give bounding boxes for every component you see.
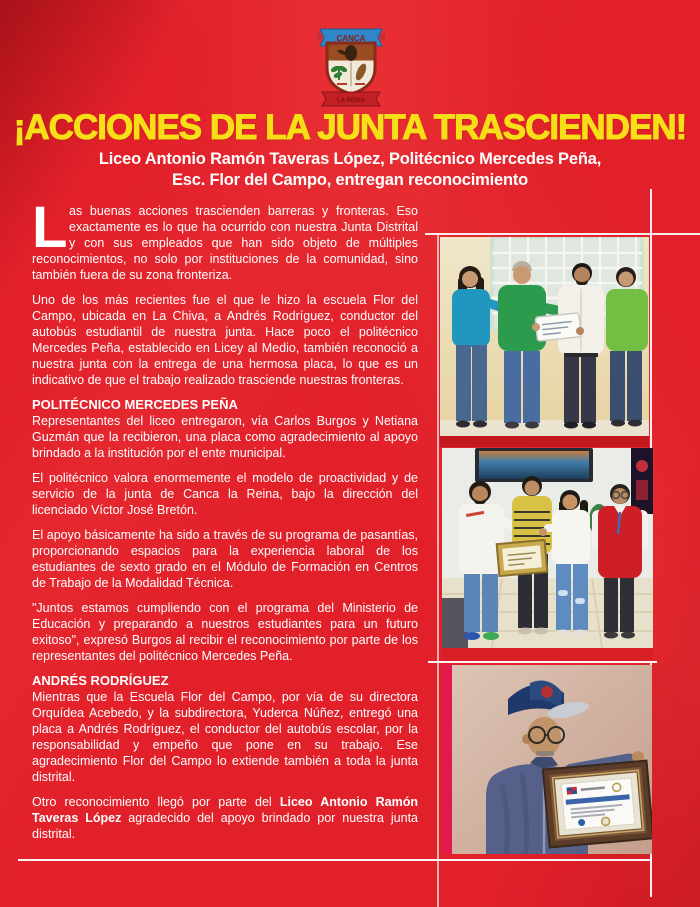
framed-certificate [543, 761, 652, 848]
paragraph-8-post: agradecido del apoyo brindado por nuestra junta distrital. [32, 811, 418, 841]
paragraph-8-bold: Liceo Antonio Ramón Taveras López [32, 795, 419, 825]
crest-top-ribbon-label: CANCA [336, 34, 366, 43]
horizontal-rule-top [425, 233, 700, 235]
paragraph-5: El apoyo básicamente ha sido a través de su programa de pasantías, proporcionando espacios para la experiencia laboral de los estudiantes de sexto grado en el Módulo de Formación en Centros de Trabajo de la Modalidad Técnica. [32, 528, 418, 590]
paragraph-1 [32, 195, 418, 283]
horizontal-rule-bottom [18, 859, 652, 861]
paragraph-4: El politécnico valora enormemente el modelo de proactividad y de servicio de la junta de Canca la Reina, bajo la dirección del licenciado Víctor José Bretón. [32, 471, 418, 517]
photo-plaque-window [440, 237, 649, 436]
section-heading-politecnico: POLITÉCNICO MERCEDES PEÑA [32, 397, 238, 412]
paragraph-3: Representantes del liceo entregaron, vía Carlos Burgos y Netiana Guzmán que la recibieron, una placa como agradecimiento al apoyo brindado a la institución por el ente municipal. [32, 414, 418, 460]
recognition-plaque [535, 313, 581, 341]
photo3-crimson-bar [443, 665, 452, 854]
photo-man-framed-certificate [443, 665, 652, 854]
article-body [32, 195, 419, 851]
municipal-crest [313, 22, 389, 110]
section-heading-andres: ANDRÉS RODRÍGUEZ [32, 673, 169, 688]
woman-lime-polo [606, 267, 648, 427]
wall-poster [631, 448, 653, 514]
subtitle-line-2: Esc. Flor del Campo, entregan reconocimiento [171, 171, 529, 189]
photo-certificate-office [442, 448, 653, 648]
photo2-red-strip [442, 648, 653, 661]
paragraph-8-pre: Otro reconocimiento llegó por parte del [32, 795, 280, 809]
page-subtitle [0, 149, 700, 191]
photo1-red-strip [440, 436, 649, 447]
crest-bottom-ribbon-label: LA REINA [336, 98, 366, 104]
paragraph-8 [32, 794, 418, 842]
horizontal-rule-middle [428, 661, 657, 663]
paragraph-7: Mientras que la Escuela Flor del Campo, por vía de su directora Orquídea Acebedo, y la subdirectora, Yuderca Núñez, entregó una placa a Andrés Rodríguez, el conductor del autobús escolar, por la responsabilidad y empeño que pone en su trabajo. Ese agradecimiento Flor del Campo lo extiende también a toda la junta distrital. [32, 690, 418, 784]
gold-certificate [497, 540, 548, 576]
vertical-rule-left [437, 233, 439, 907]
paragraph-1-text: as buenas acciones trascienden barreras y fronteras. Eso exactamente es lo que ha ocurrido con nuestra Junta Distrital y con sus empleados que han sido objeto de múltiples reconocimientos, no solo por instituciones de la comunidad, sino también fuera de su zona fronteriza. [32, 204, 418, 282]
paragraph-6: "Juntos estamos cumpliendo con el programa del Ministerio de Educación y preparando a nuestros estudiantes para un futuro exitoso", expresó Burgos al recibir el reconocimiento por parte de los representantes del politécnico Mercedes Peña. [32, 601, 418, 663]
crest-bird-icon [345, 45, 357, 61]
paragraph-2: Uno de los más recientes fue el que le hizo la escuela Flor del Campo, ubicada en La Chiva, a Andrés Rodríguez, conductor del autobús estudiantil de nuestra junta. Hace poco el politécnico Mercedes Peña, establecido en Licey al Medio, también reconoció a nuestra junta con la entrega de una hermosa placa, lo que es un indicativo de que el trabajo realizado trasciende nuestras fronteras. [32, 293, 418, 387]
page-title: ¡ACCIONES DE LA JUNTA TRASCIENDEN! [13, 108, 687, 147]
dropcap-letter: L [32, 195, 68, 260]
subtitle-line-1: Liceo Antonio Ramón Taveras López, Politécnico Mercedes Peña, [98, 150, 602, 168]
